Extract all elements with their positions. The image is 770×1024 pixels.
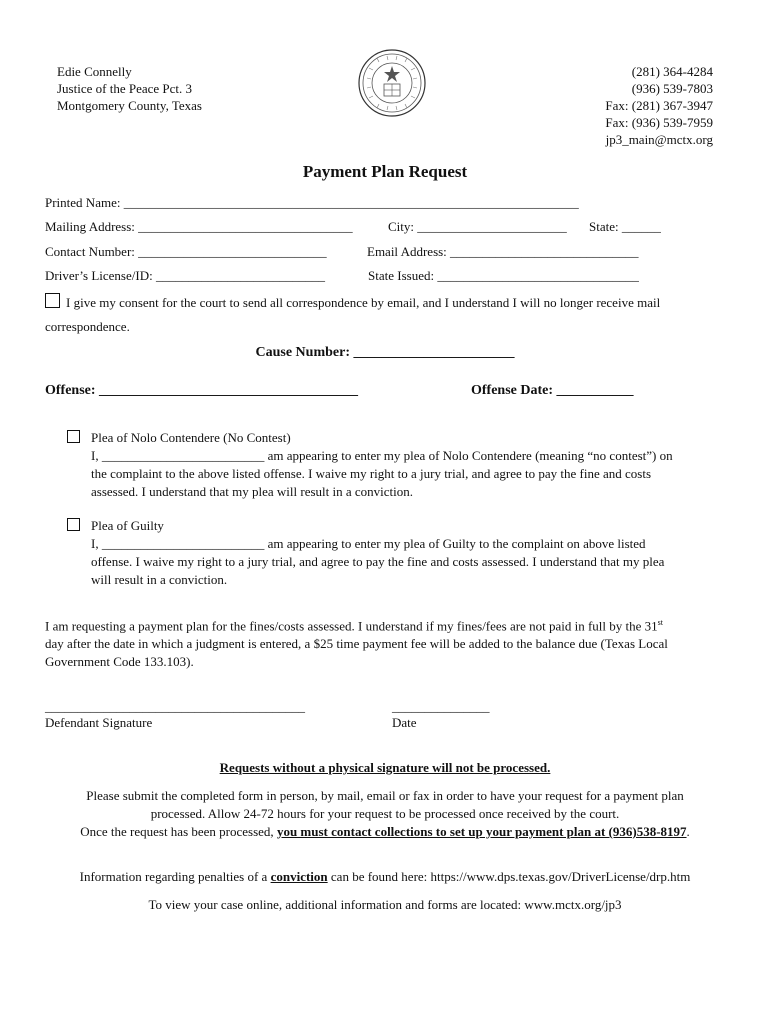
fax-1: Fax: (281) 367-3947: [605, 98, 713, 113]
plea-guilty-line: I, _________________________ am appearing to enter my plea of Guilty to the complaint on above listed: [91, 536, 646, 551]
court-precinct: Justice of the Peace Pct. 3: [57, 81, 193, 96]
contact-email: jp3_main@mctx.org: [605, 132, 713, 147]
plea-guilty-section[interactable]: [67, 517, 164, 535]
state-field[interactable]: State: ______: [589, 219, 661, 234]
drivers-license-field[interactable]: Driver’s License/ID: __________________________: [45, 268, 325, 283]
plea-guilty-checkbox-icon[interactable]: [67, 518, 80, 531]
offense-date-field[interactable]: Offense Date: ___________: [471, 383, 634, 398]
conviction-info: [0, 869, 770, 885]
conviction-word: conviction: [270, 869, 328, 884]
cause-number-field[interactable]: Cause Number: _______________________: [255, 345, 515, 360]
consent-checkbox-icon[interactable]: [45, 293, 60, 308]
email-consent[interactable]: [45, 293, 660, 311]
county-seal-icon: [357, 48, 427, 118]
signature-line[interactable]: ________________________________________: [45, 699, 305, 714]
court-info-block: [57, 63, 202, 114]
plea-guilty-line: offense. I waive my right to a jury trial, and agree to pay the fine and costs assessed. I understand that my plea: [91, 554, 665, 569]
plea-nolo-title: Plea of Nolo Contendere (No Contest): [91, 430, 291, 445]
superscript: st: [657, 618, 663, 627]
email-address-field[interactable]: Email Address: _____________________________: [367, 244, 639, 259]
consent-text-line1: I give my consent for the court to send all correspondence by email, and I understand I will no longer receive mail: [66, 295, 661, 310]
city-field[interactable]: City: _______________________: [388, 219, 567, 234]
plea-nolo-line: I, _________________________ am appearing to enter my plea of Nolo Contendere (meaning “no contest”) on: [91, 448, 673, 463]
collections-phone: you must contact collections to set up your payment plan at (936)538-8197: [276, 824, 687, 839]
signature-label: Defendant Signature: [45, 715, 153, 730]
date-line[interactable]: _______________: [392, 699, 490, 714]
dps-link[interactable]: can be found here: https://www.dps.texas.gov/DriverLicense/drp.htm: [327, 869, 691, 884]
plea-guilty-title: Plea of Guilty: [91, 518, 164, 533]
state-issued-field[interactable]: State Issued: _______________________________: [368, 268, 639, 283]
phone-2: (936) 539-7803: [631, 81, 713, 96]
mailing-address-field[interactable]: Mailing Address: _________________________________: [45, 219, 353, 234]
contact-number-field[interactable]: Contact Number: _____________________________: [45, 244, 327, 259]
contact-info-block: [605, 63, 713, 148]
plea-guilty-line: will result in a conviction.: [91, 572, 228, 587]
view-online-info[interactable]: To view your case online, additional information and forms are located: www.mctx.org/jp3: [148, 897, 622, 912]
payment-line: Government Code 133.103).: [45, 654, 194, 670]
printed-name-field[interactable]: Printed Name: ______________________________________________________________________: [45, 195, 579, 210]
plea-guilty-text: [91, 535, 664, 589]
offense-field[interactable]: Offense: _____________________________________: [45, 383, 359, 398]
submit-instructions: [0, 787, 770, 841]
signature-notice: Requests without a physical signature will not be processed.: [219, 760, 551, 775]
submit-line: processed. Allow 24-72 hours for your request to be processed once received by the court.: [150, 806, 620, 821]
fax-2: Fax: (936) 539-7959: [605, 115, 713, 130]
submit-line: Once the request has been processed,: [80, 824, 277, 839]
info-text: Information regarding penalties of a: [79, 869, 271, 884]
plea-nolo-text: [91, 447, 673, 501]
payment-line: I am requesting a payment plan for the fines/costs assessed. I understand if my fines/fees are not paid in full by the 31: [45, 618, 658, 634]
page-title: Payment Plan Request: [302, 162, 468, 181]
consent-text-line2: correspondence.: [45, 319, 130, 334]
court-county: Montgomery County, Texas: [57, 98, 202, 113]
plea-nolo-section[interactable]: [67, 429, 291, 447]
judge-name: Edie Connelly: [57, 64, 132, 79]
plea-nolo-line: assessed. I understand that my plea will result in a conviction.: [91, 484, 414, 499]
submit-line: Please submit the completed form in person, by mail, email or fax in order to have your request for a payment plan: [86, 788, 684, 803]
payment-line: day after the date in which a judgment is entered, a $25 time payment fee will be added to the balance due (Texas Local: [45, 636, 668, 652]
submit-line: .: [686, 824, 690, 839]
phone-1: (281) 364-4284: [631, 64, 713, 79]
date-label: Date: [392, 715, 417, 730]
plea-nolo-checkbox-icon[interactable]: [67, 430, 80, 443]
payment-plan-statement: [45, 614, 668, 671]
plea-nolo-line: the complaint to the above listed offense. I waive my right to a jury trial, and agree to pay the fine and costs: [91, 466, 652, 481]
